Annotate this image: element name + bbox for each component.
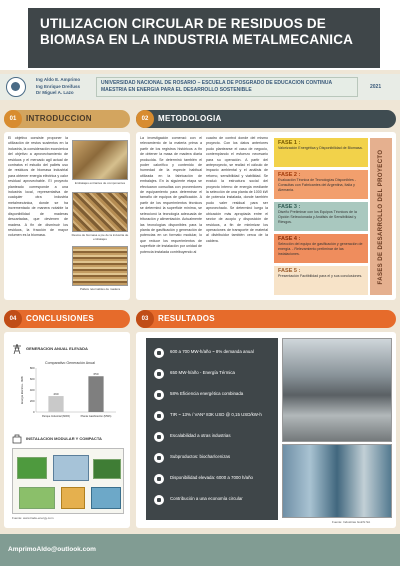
photo-packaging (72, 140, 128, 180)
methodology-text-col1: La investigación comenzó con el relevamiento de la materia prima a partir de los registros históricos a fin de obtener la masa de madera diaria producida. Se determinó también el poder calorífico y contenido de humedad de la especie habitual utilizada en la fabricación de embalajes. En la siguiente etapa se efectuaron consultas con proveedores de equipamiento para determinar el tamaño de equipos de gasificación. A partir de los requerimientos técnicos se determinó la superficie mínima, se seleccionó la tecnología adecuada de trituración y alimentación. Actualmente las tecnologías disponibles para la planta de gasificación y generación de potencias en un formato modular, lo que reduce los requerimientos de superficie de instalación por unidad de potencia instalada contribuyendo al (140, 136, 202, 254)
diagram-module (19, 487, 55, 509)
phase-description: Selección del equipo de gasificación y generación de energía. - Relevamiento preliminar de las instalaciones. (278, 242, 363, 256)
author: Ing Aldo E. Amprimo (36, 77, 81, 82)
data-label: 650 (93, 372, 99, 377)
institution-name: UNIVERSIDAD NACIONAL DE ROSARIO – ESCUELA DE POSGRADO DE EDUCACION CONTINUA (101, 80, 333, 86)
chart-svg (18, 358, 122, 426)
section-header-results (136, 310, 396, 328)
category-label: Parque Industrial (MWh) (41, 415, 71, 418)
photo-source: Fuente: Industrias Gulchi SA (332, 520, 371, 524)
phase-title: FASE 1 : (278, 140, 301, 146)
title-box (28, 8, 380, 68)
institution-box (96, 77, 358, 97)
phase-description: Evaluación Técnica de Tecnologías Disponibles - Consultas con Fabricantes del Argentina, Italia y Alemania. (278, 178, 356, 192)
factory-icon (154, 432, 164, 442)
flame-icon (154, 369, 164, 379)
diagram-module (53, 455, 89, 481)
y-axis-label: Energía Eléctrica - MWh (21, 375, 24, 405)
phase-description: Presentación Factibilidad para el y sus conclusiones. (278, 274, 363, 278)
section-label: CONCLUSIONES (26, 314, 95, 323)
module-icon (12, 434, 22, 444)
bar (88, 376, 103, 412)
bolt-icon (154, 348, 164, 358)
diagram-module (17, 457, 47, 479)
methodology-card (136, 132, 396, 300)
chart-icon (154, 411, 164, 421)
chart-title: Comparativo Generación Anual (45, 361, 95, 365)
gauge-icon (154, 390, 164, 400)
y-tick-label: 400 (29, 388, 35, 392)
photo-pallets (72, 246, 128, 286)
section-number: 02 (136, 110, 154, 128)
photo-caption: Restos de biomasa a pie de la industria de embalajes (71, 233, 129, 241)
section-number: 04 (4, 310, 22, 328)
photo-gasifier (282, 338, 392, 442)
section-header-methodology (136, 110, 396, 128)
conclusion-head-modular: INSTALACION MODULAR Y COMPACTA (26, 436, 102, 441)
phase-description: Valorización Energética y Disponibilidad de Biomasa. (278, 146, 363, 150)
y-tick-label: 0 (32, 410, 35, 414)
section-label: RESULTADOS (158, 314, 215, 323)
results-list: 600 a 700 MW-h/año ~ 8% demanda anual 650 MW-h/año - Energía Térmica 58% Eficiencia energética combinada TIR ~ 13% / VAN* 83K USD @ 0,15 USD/kW-h Escalabilidad a otras industrias Subproductos: biochar/cenizas Disponibilidad elevada: 6000 a 7000 h/año Contribución a una economía circular (146, 338, 278, 520)
photo-biomass-waste (72, 192, 128, 232)
author: Dr Miguel A. Lazo (36, 90, 74, 95)
diagram-module (93, 459, 121, 479)
footer (0, 534, 400, 566)
section-number: 01 (4, 110, 22, 128)
diagram-module (61, 487, 85, 509)
modular-plant-diagram (12, 448, 124, 514)
contact-email: AmprimoAldo@outlook.com (8, 546, 96, 553)
photo-caption: Embalajes entrantes de componentes (74, 181, 126, 185)
y-tick-label: 200 (29, 399, 35, 403)
photo-plant (282, 444, 392, 518)
diagram-source: Fuente: www.trade-energy.com (12, 516, 54, 520)
phase-tag (370, 138, 392, 295)
phase-description: Diseño Preliminar con los Equipos Técnicos de la Opción Seleccionada y Análisis de Sensibilidad y Riesgos. (278, 210, 357, 224)
phase-title: FASE 5 : (278, 268, 301, 274)
section-label: METODOLOGIA (158, 114, 222, 123)
phase-1 (274, 138, 368, 167)
poster-header (0, 0, 400, 70)
data-label: 290 (53, 391, 59, 396)
leaf-icon (154, 453, 164, 463)
diagram-module (91, 487, 121, 509)
phase-tag-label: FASES DE DESARROLLO DEL PROYECTO (378, 149, 384, 284)
clock-icon (154, 474, 164, 484)
methodology-text-col2: cuadro de control donde del mismo proyecto. Con los datos anteriores pudo plantearse el caso de negocio, contemplando el esfuerzo necesario para su operación. A partir del anteproyecto, se realizó el cálculo de impacto ambiental y el análisis de retorno, sensibilidad y viabilidad. Se evaluó la estructura social del proyecto interno de energía mediante la selección de una planta de 1000 kW de potencia instalada, donde también pudo valer residual para ser aprovechado. Se determinó luego la ubicación más apropiada entre el sector de acopio y disposición de residuos, a fin de minimizar los operaciones de transporte de material al distribuidor también cerca de la caldera. (206, 136, 268, 243)
phase-4 (274, 234, 368, 263)
intro-text: El objetivo consiste proponer la utilización de restos sustentos en la industria, la consideración económica del objetivo a aprovechamiento de residuos y el mercado agil actual de contratos el estudio del pallets uso de residuos de biomasa industrial para obtener energía eléctrica y calor residual aprovechable. El proyecto planteado corresponde a una industria local, representativa de cualquier otra industria metalmecánica, donde se ha incrementado de manera notable la disponibilidad de maderas descartadas, que devienen de madera. A fin de disminuir los residuos, la fracción de mayor volumen es la biomasa. (8, 136, 68, 238)
university-logo-icon (6, 77, 26, 97)
conclusion-head-generation: GENERACION ANUAL ELEVADA (26, 346, 88, 351)
power-tower-icon (12, 344, 22, 354)
results-card (136, 332, 396, 528)
year: 2021 (370, 84, 382, 90)
author: Ing Enrique Dreifuss (36, 83, 81, 89)
phase-2 (274, 170, 368, 199)
phase-3 (274, 202, 368, 231)
intro-card (4, 132, 130, 300)
section-header-intro (4, 110, 130, 128)
phase-title: FASE 2 : (278, 172, 301, 178)
y-tick-label: 800 (29, 366, 35, 370)
section-header-conclusions (4, 310, 130, 328)
phase-title: FASE 4 : (278, 236, 301, 242)
generation-chart (18, 358, 122, 426)
conclusions-card (4, 332, 130, 528)
author-list (36, 77, 80, 97)
section-label: INTRODUCCION (26, 114, 92, 123)
photo-caption: Pallets retornables de madera (79, 287, 121, 291)
poster-title: UTILIZACION CIRCULAR DE RESIDUOS DE BIOMASA EN LA INDUSTRIA METALMECANICA (40, 16, 354, 47)
recycle-icon (154, 495, 164, 505)
bar (48, 396, 63, 412)
section-number: 03 (136, 310, 154, 328)
phase-title: FASE 3 : (278, 204, 301, 210)
category-label: Planta Gasificación (MWh) (80, 415, 112, 418)
y-tick-label: 600 (29, 377, 35, 381)
phase-5 (274, 266, 368, 295)
program-name: MAESTRIA EN ENERGIA PARA EL DESARROLLO SOSTENIBLE (101, 87, 252, 93)
